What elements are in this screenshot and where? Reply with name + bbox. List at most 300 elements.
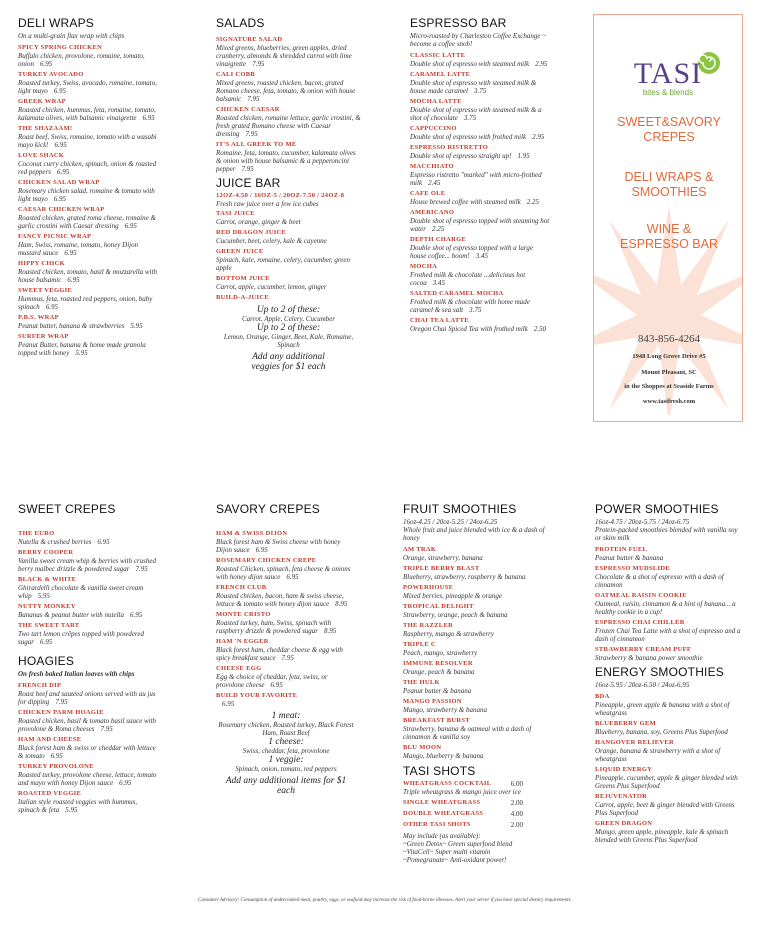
brand-line-crepes: SWEET&SAVORY CREPES (617, 115, 721, 144)
menu-list (410, 52, 550, 333)
item-price: 7.95 (245, 130, 258, 138)
description-text: Carrot, orange, ginger & beet (216, 218, 301, 226)
item-description (403, 687, 551, 695)
juice-upto-2: Up to 2 of these: (256, 323, 321, 333)
description-text: Roasted chicken, grated roma cheese, romaine & garlic crostini with Caesar dressing (18, 214, 156, 230)
item-description (410, 198, 550, 206)
description-text: Ham, Swiss, romaine, tomato, honey Dijon mustard sauce (18, 241, 139, 257)
description-text: Coconut curry chicken, spinach, onion & roasted red peppers (18, 160, 157, 176)
menu-item (18, 179, 158, 203)
menu-item (18, 206, 158, 230)
brand-line-wraps: DELI WRAPS & SMOOTHIES (624, 170, 714, 199)
item-name: HAM 'N EGGER (216, 638, 269, 645)
item-name: BOTTOM JUICE (216, 275, 270, 282)
description-text: Hummus, feta, roasted red peppers, onion, baby spinach (18, 295, 153, 311)
menu-item (216, 294, 361, 302)
logo-tagline: bites & blends (642, 88, 694, 97)
menu-item (410, 98, 550, 122)
item-price: 2.95 (535, 60, 548, 68)
description-text: Roasted chicken, tomato, basil & mozzarella with house balsamic (18, 268, 157, 284)
menu-item (18, 287, 158, 311)
description-text: Ghirardelli chocolate & vanilla sweet cream whip (18, 584, 144, 600)
cheese-options: Swiss, cheddar, feta, provolone (242, 747, 330, 755)
description-text: Orange, strawberry, banana (403, 554, 483, 562)
item-price: 6.95 (255, 546, 268, 554)
menu-item (595, 720, 745, 736)
menu-item (18, 125, 158, 149)
menu-item (216, 692, 356, 708)
item-name: SURFER WRAP (18, 333, 69, 340)
section-title: ENERGY SMOOTHIES (595, 665, 725, 679)
menu-item (18, 763, 158, 787)
consumer-advisory: Consumer Advisory: Consumption of undercooked meat, poultry, eggs, or seafood may increase the risk of food-borne illnesses. Alert your server if you have special dietary requirements. (198, 898, 572, 903)
item-name: PROTEIN FUEL (595, 546, 648, 553)
menu-item (18, 260, 158, 284)
item-price: 8.95 (324, 627, 337, 635)
shots-note-1: May include (as available): (403, 832, 481, 840)
description-text: Peanut butter & banana (403, 687, 472, 695)
section-title: POWER SMOOTHIES (595, 502, 719, 516)
savory-crepes-section (216, 502, 356, 796)
menu-item (403, 660, 551, 676)
item-description (216, 673, 356, 689)
menu-list (595, 693, 745, 844)
item-description (410, 171, 550, 187)
menu-item (18, 603, 158, 619)
description-text: Carrot, apple, cucumber, lemon, ginger (216, 283, 327, 291)
item-price: 6.95 (67, 276, 80, 284)
item-description (216, 592, 356, 608)
item-name: ESPRESSO MUDSLIDE (595, 565, 670, 572)
item-price: 6.95 (53, 195, 66, 203)
menu-item (595, 820, 745, 844)
address-line-3: in the Shoppes at Seaside Farms (624, 383, 714, 390)
item-price: 6.95 (50, 752, 63, 760)
description-text: Roasted chicken, basil & tomato basil sauce with provolone & Roma cheeses (18, 717, 157, 733)
item-description (410, 325, 550, 333)
item-price: 2.00 (510, 799, 523, 807)
description-text: Vanilla sweet cream whip & berries with crushed berry malbec drizzle & powdered sugar (18, 557, 156, 573)
description-text: Double shot of espresso with steamed milk & house made caramel (410, 79, 537, 95)
item-description (595, 627, 745, 643)
tasi-logo (612, 57, 724, 97)
item-name: AMERICANO (410, 209, 455, 216)
menu-list (18, 682, 158, 814)
item-description (403, 668, 551, 676)
description-text: Mango, blueberry & banana (403, 752, 484, 760)
item-price: 2.50 (533, 325, 547, 333)
item-description (216, 237, 361, 245)
item-description (18, 690, 158, 706)
item-price: 6.95 (142, 114, 155, 122)
brand-line-wine: WINE & ESPRESSO BAR (620, 222, 718, 251)
item-description (410, 133, 550, 141)
section-subtitle: Fresh raw juice over a few ice cubes (216, 200, 319, 208)
item-name: THE RAZZLER (403, 622, 454, 629)
item-description (216, 565, 356, 581)
item-name: CHICKEN SALAD WRAP (18, 179, 100, 186)
website-link[interactable]: www.tasifresh.com (642, 398, 696, 405)
description-text: Roast beef and sautéed onions served with au jus for dipping (18, 690, 156, 706)
item-price: 3.45 (432, 279, 445, 287)
item-price: 7.95 (252, 60, 265, 68)
item-description (18, 744, 158, 760)
menu-item (403, 622, 551, 638)
item-name: BUILD YOUR FAVORITE (216, 692, 298, 699)
item-description (403, 752, 551, 760)
item-price: 6.95 (39, 60, 53, 68)
item-description (18, 322, 158, 330)
item-description (595, 828, 745, 844)
item-price: 6.95 (56, 168, 70, 176)
menu-item (18, 709, 158, 733)
description-text: Egg & choice of cheddar, feta, swiss, or provolone cheese (216, 673, 328, 689)
item-description (18, 187, 158, 203)
description-text: Peanut butter, banana & strawberries (18, 322, 125, 330)
item-name: P.B.S. WRAP (18, 314, 59, 321)
item-description (403, 611, 551, 619)
menu-list (216, 210, 361, 302)
item-name: AM TRAK (403, 546, 437, 553)
menu-item (595, 546, 745, 562)
item-name: ESPRESSO RISTRETTO (410, 144, 489, 151)
espresso-bar-section (410, 16, 550, 336)
item-name: TRIPLE C (403, 641, 436, 648)
item-description (595, 554, 745, 562)
item-description (216, 79, 361, 103)
item-name: IMMUNE RESOLVER (403, 660, 473, 667)
item-name: THE SHAZAAM! (18, 125, 73, 132)
item-description (410, 244, 550, 260)
item-name: CHEESE EGG (216, 665, 262, 672)
item-name: CAPPUCCINO (410, 125, 457, 132)
item-description (18, 538, 158, 546)
item-name: DOUBLE WHEATGRASS (403, 810, 484, 817)
item-price: 6.95 (119, 779, 132, 787)
item-name: MOCHA (410, 263, 438, 270)
salads-section (216, 16, 361, 372)
item-name: FANCY PICNIC WRAP (18, 233, 92, 240)
item-price: 3.45 (475, 252, 488, 260)
description-text: Pineapple, cucumber, apple & ginger blended with Greens Plus Superfood (595, 774, 738, 790)
description-text: Double shot of espresso straight up! (410, 152, 512, 160)
menu-item (403, 821, 551, 829)
shot-row (403, 821, 523, 829)
item-price: 6.95 (45, 303, 59, 311)
menu-item (216, 36, 361, 68)
item-description (18, 52, 158, 68)
description-text: Mixed greens, roasted chicken, bacon, grated Romano cheese, feta, tomato, & onion with house balsamic (216, 79, 356, 103)
menu-list (18, 44, 158, 357)
address-line-1: 1948 Long Grove Drive #5 (632, 353, 706, 360)
menu-item (595, 793, 745, 817)
description-text: Mango, strawberry & banana (403, 706, 487, 714)
description-text: Orange, banana & strawberry with a shot of wheatgrass (595, 747, 721, 763)
description-text: Cucumber, beet, celery, kale & cayenne (216, 237, 327, 245)
item-description (403, 630, 551, 638)
section-subtitle: On a multi-grain flax wrap with chips (18, 32, 125, 40)
item-price: 7.95 (241, 165, 254, 173)
menu-item (216, 229, 361, 245)
description-text: Espresso ristretto "marked" with micro-frothed milk (410, 171, 542, 187)
section-subtitle: Protein-packed smoothies blended with vanilla soy or skim milk (595, 526, 738, 542)
item-description (216, 619, 356, 635)
item-price: 7.95 (281, 654, 294, 662)
item-name: THE HULK (403, 679, 440, 686)
item-description (18, 106, 158, 122)
item-name: ESPRESSO CHAI CHILLER (595, 619, 685, 626)
item-name: BDA (595, 693, 610, 700)
item-name: TRIPLE BERRY BLAST (403, 565, 480, 572)
menu-item (403, 810, 551, 818)
description-text: Raspberry, mango & strawberry (403, 630, 494, 638)
item-name: CHICKEN CAESAR (216, 106, 280, 113)
deli-wraps-section (18, 16, 158, 360)
size-prices: 16oz-5.95 / 20oz-6.50 / 24oz-6.95 (595, 681, 690, 689)
description-text: Oatmeal, raisin, cinnamon & a hint of banana... a healthy cookie in a cup! (595, 600, 736, 616)
description-text: Mango, green apple, pineapple, kale & spinach blended with Greens Plus Superfood (595, 828, 729, 844)
menu-item (216, 106, 361, 138)
phone-number: 843-856-4264 (637, 333, 701, 345)
item-description (410, 217, 550, 233)
item-name: BREAKFAST BURST (403, 717, 470, 724)
description-text: Chocolate & a shot of espresso with a dash of cinnamon (595, 573, 724, 589)
item-description (18, 611, 158, 619)
menu-item (595, 619, 745, 643)
item-price: 7.95 (135, 565, 148, 573)
description-text: Oregon Chai Spiced Tea with frothed milk (410, 325, 528, 333)
item-name: FRENCH DIP (18, 682, 62, 689)
shots-note-4: ~Pomegranate~ Anti-oxidant power! (403, 856, 507, 864)
description-text: Black forest ham & Swiss cheese with honey Dijon sauce (216, 538, 341, 554)
menu-item (410, 263, 550, 287)
shots-note-3: ~VitaCell~ Super multi vitamin (403, 848, 491, 856)
description-text: Blueberry, banana, soy, Greens Plus Superfood (595, 728, 728, 736)
item-description (403, 592, 551, 600)
menu-item (18, 98, 158, 122)
item-description (18, 584, 158, 600)
description-text: Frothed milk & chocolate with home made caramel & sea salt (410, 298, 530, 314)
section-title: JUICE BAR (216, 176, 281, 190)
juice-sizes: 12OZ-4.50 / 16OZ-5 / 20OZ-7.50 / 24OZ-8 (216, 192, 345, 199)
item-name: CARAMEL LATTE (410, 71, 471, 78)
item-name: HAM & SWISS DIJON (216, 530, 288, 537)
item-name: CAESAR CHICKEN WRAP (18, 206, 105, 213)
item-name: OTHER TASI SHOTS (403, 821, 471, 828)
item-price: 2.95 (532, 133, 545, 141)
item-name: BUILD-A-JUICE (216, 294, 270, 301)
description-text: Mixed berries, pineapple & orange (403, 592, 502, 600)
juice-upto-1: Up to 2 of these: (256, 305, 321, 315)
item-price: 6.95 (124, 222, 137, 230)
item-description (410, 298, 550, 314)
section-title: SWEET CREPES (18, 502, 116, 516)
menu-item (18, 71, 158, 95)
menu-item (18, 44, 158, 68)
item-price: 6.95 (53, 87, 66, 95)
description-text: Bananas & peanut butter with nutella (18, 611, 124, 619)
menu-item (216, 557, 356, 581)
description-text: Italian style roasted veggies with hummus, spinach & feta (18, 798, 138, 814)
menu-item (403, 698, 551, 714)
description-text: House brewed coffee with steamed milk (410, 198, 521, 206)
menu-list (216, 530, 356, 708)
item-price: 4.00 (510, 810, 523, 818)
item-name: GREEN JUICE (216, 248, 264, 255)
item-description (18, 133, 158, 149)
description-text: Frothed milk & chocolate ...delicious hot cocoa (410, 271, 526, 287)
description-text: Carrot, apple, beet & ginger blended with Greens Plus Superfood (595, 801, 735, 817)
menu-item (595, 693, 745, 717)
item-description (410, 79, 550, 95)
menu-item (595, 592, 745, 616)
item-name: CHAI TEA LATTE (410, 317, 469, 324)
item-name: HAM AND CHEESE (18, 736, 82, 743)
item-name: NUTTY MONKEY (18, 603, 76, 610)
menu-item (410, 125, 550, 141)
menu-item (216, 248, 361, 272)
item-name: RED DRAGON JUICE (216, 229, 287, 236)
menu-item (18, 790, 158, 814)
menu-item (18, 682, 158, 706)
item-description (18, 214, 158, 230)
item-price: 6.00 (510, 780, 523, 788)
meat-options: Rosemary chicken, Roasted turkey, Black Forest Ham, Roast Beef (218, 721, 354, 737)
description-text: Peanut butter & banana (595, 554, 664, 562)
menu-item (403, 780, 551, 796)
menu-item (595, 766, 745, 790)
logo-wordmark: TASI (633, 57, 703, 90)
veggie-options: Spinach, onion, tomato, red peppers (235, 765, 337, 773)
menu-item (216, 665, 356, 689)
shot-row (403, 810, 523, 818)
section-title: DELI WRAPS (18, 16, 95, 30)
item-name: STRAWBERRY CREAM PUFF (595, 646, 692, 653)
item-description (595, 747, 745, 763)
item-name: MACCHIATO (410, 163, 454, 170)
item-price: 6.95 (54, 141, 67, 149)
description-text: Two tart lemon crêpes topped with powdered sugar (18, 630, 144, 646)
section-subtitle: Micro-roasted by Charleston Coffee Exchange ~ become a coffee snob! (410, 32, 547, 48)
menu-item (403, 641, 551, 657)
description-text: Mixed greens, blueberries, green apples, dried cranberry, almonds & shredded carrot with lime vinaigrette (216, 44, 352, 68)
menu-item (410, 209, 550, 233)
description-text: Orange, peach & banana (403, 668, 475, 676)
menu-item (403, 565, 551, 581)
item-name: MONTE CRISTO (216, 611, 271, 618)
item-description (18, 771, 158, 787)
item-name: SPICY SPRING CHICKEN (18, 44, 103, 51)
shots-note-2: ~Green Detox~ Green superfood blend (403, 840, 513, 848)
item-name: TURKEY AVOCADO (18, 71, 84, 78)
item-price: 5.95 (130, 322, 143, 330)
item-price: 8.95 (335, 600, 348, 608)
item-description (595, 573, 745, 589)
item-name: SIGNATURE SALAD (216, 36, 283, 43)
menu-item (403, 546, 551, 562)
menu-list (18, 530, 158, 646)
item-description (595, 654, 745, 662)
item-name: THE EURO (18, 530, 55, 537)
item-name: MANGO PASSION (403, 698, 462, 705)
menu-item (410, 52, 550, 68)
menu-list (403, 780, 551, 829)
power-smoothies-section (595, 502, 745, 847)
item-description: Triple wheatgrass & mango juice over ice (403, 788, 521, 796)
description-text: Peach, mango, strawberry (403, 649, 478, 657)
description-text: Strawberry, orange, peach & banana (403, 611, 508, 619)
menu-item (18, 576, 158, 600)
item-name: FRENCH CLUB (216, 584, 267, 591)
menu-item (403, 679, 551, 695)
item-price: 6.95 (222, 700, 235, 708)
item-description (216, 218, 361, 226)
item-price: 2.25 (431, 225, 445, 233)
section-title: SAVORY CREPES (216, 502, 320, 516)
item-description (216, 149, 361, 173)
item-description (216, 44, 361, 68)
savory-add-note: Add any additional items for $1 each (225, 776, 347, 796)
item-description (410, 60, 550, 68)
item-name: SINGLE WHEATGRASS (403, 799, 481, 806)
item-name: TROPICAL DELIGHT (403, 603, 474, 610)
item-description (216, 283, 361, 291)
menu-list (403, 546, 551, 760)
description-text: Strawberry, banana & oatmeal with a dash of cinnamon & vanilla soy (403, 725, 532, 741)
shot-row (403, 799, 523, 807)
item-description (595, 774, 745, 790)
address-line-2: Mount Pleasant, SC (641, 369, 697, 376)
menu-item (18, 530, 158, 546)
description-text: Double shot of espresso with frothed milk (410, 133, 527, 141)
description-text: Roasted turkey, ham, Swiss, spinach with raspberry drizzle & powdered sugar (216, 619, 332, 635)
size-prices: 16oz-4.25 / 20oz-5.25 / 24oz-6.25 (403, 518, 498, 526)
menu-item (216, 638, 356, 662)
item-name: LOVE SHACK (18, 152, 65, 159)
description-text: Black forest ham, cheddar cheese & egg with spicy breakfast sauce (216, 646, 343, 662)
description-text: Pineapple, green apple & banana with a shot of wheatgrass (595, 701, 730, 717)
veggie-heading: 1 veggie: (268, 755, 304, 765)
item-name: MOCHA LATTE (410, 98, 462, 105)
menu-item (403, 717, 551, 741)
description-text: Nutella & crushed berries (18, 538, 92, 546)
section-subtitle: On fresh baked Italian loaves with chips (18, 670, 135, 678)
section-title: FRUIT SMOOTHIES (403, 502, 517, 516)
item-description (410, 106, 550, 122)
item-description (595, 701, 745, 717)
description-text: Roasted turkey, provolone cheese, lettuce, tomato and mayo with honey Dijon sauce (18, 771, 157, 787)
menu-item (595, 565, 745, 589)
item-name: TURKEY PROVOLONE (18, 763, 94, 770)
item-price: 7.95 (55, 698, 68, 706)
item-price: 6.95 (129, 611, 143, 619)
menu-item (18, 333, 158, 357)
menu-item (403, 584, 551, 600)
item-name: ROSEMARY CHICKEN CREPE (216, 557, 317, 564)
item-name: WHEATGRASS COCKTAIL (403, 780, 492, 787)
item-description (403, 725, 551, 741)
item-price: 5.95 (37, 592, 50, 600)
juice-list-2: Lemon, Orange, Ginger, Beet, Kale, Romaine, Spinach (223, 333, 354, 349)
description-text: Roasted Chicken, spinach, feta cheese & onions with honey dijon sauce (216, 565, 351, 581)
item-name: BERRY COOPER (18, 549, 74, 556)
menu-item (18, 622, 158, 646)
menu-item (216, 275, 361, 291)
item-price: 6.95 (64, 249, 77, 257)
item-name: BLU MOON (403, 744, 442, 751)
item-name: BLACK & WHITE (18, 576, 77, 583)
item-price: 2.00 (510, 821, 523, 829)
